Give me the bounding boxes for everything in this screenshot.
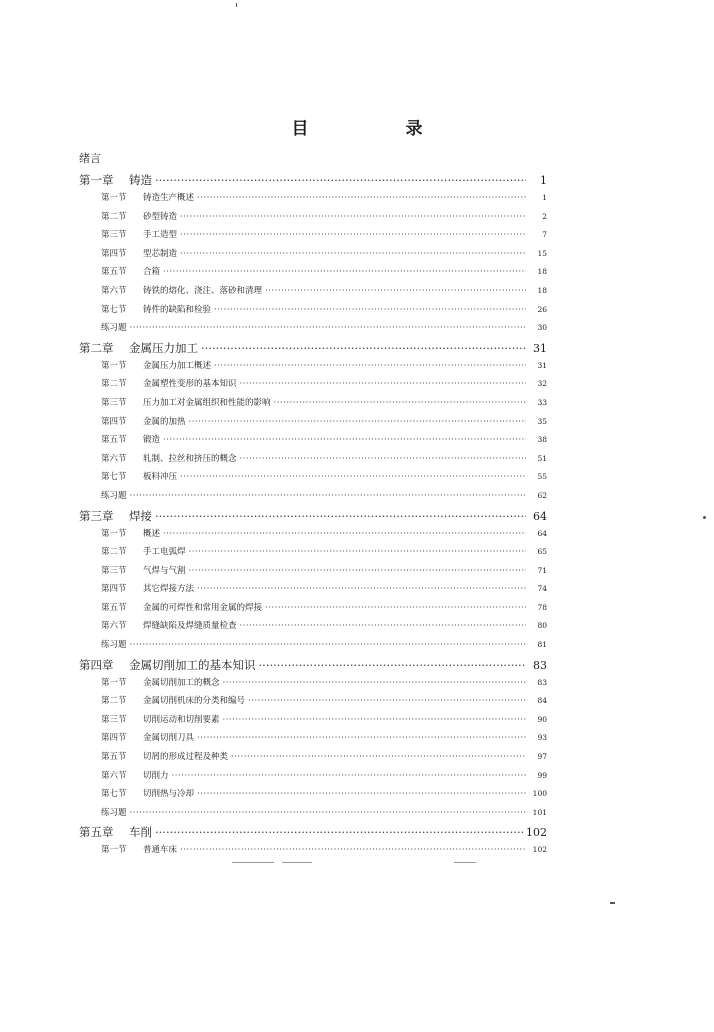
dot-leader [240,621,526,631]
toc-section-row [79,527,547,546]
section-number: 第一节 [101,193,127,203]
section-page-number: 30 [537,323,547,333]
section-title: 普通车床 [143,845,178,856]
section-title: 概述 [143,528,161,539]
toc-chapter-row [79,657,547,676]
section-page-number: 80 [537,621,547,631]
toc-section-row [79,470,547,489]
section-title: 压力加工对金属组织和性能的影响 [143,397,271,408]
toc-intro [79,150,547,172]
dot-leader [180,845,526,855]
section-title: 练习题 [101,323,127,334]
toc-section-row [79,265,547,284]
section-page-number: 15 [537,248,547,258]
dot-leader [240,454,526,464]
section-number: 第三节 [101,397,127,408]
dot-leader [180,249,526,259]
scan-line [232,862,274,863]
section-number: 第五节 [101,752,127,763]
section-title: 气焊与气割 [143,565,186,576]
dot-leader [197,584,526,594]
dot-leader [197,733,526,743]
chapter-page-number: 102 [526,826,547,840]
section-title: 铸件的缺陷和检验 [143,304,212,315]
toc-section-row [79,713,547,732]
dot-leader [274,398,526,408]
dot-leader [163,267,526,277]
section-number: 第四节 [101,248,127,259]
scan-line [282,862,312,863]
section-number: 第七节 [101,789,127,800]
dot-leader [214,361,526,371]
section-number: 第五节 [101,267,127,278]
toc-exercise-row [79,321,547,340]
toc-section-row [79,359,547,378]
section-page-number: 18 [537,285,547,295]
dot-leader [130,808,526,818]
section-number: 第七节 [101,304,127,315]
scan-speck [703,516,706,519]
section-title: 切削热与冷却 [143,789,195,800]
dot-leader [265,286,526,296]
chapter-title: 铸造 [129,173,152,187]
table-of-contents [79,150,547,862]
section-title: 砂型铸造 [143,211,178,222]
section-page-number: 99 [537,770,547,780]
section-page-number: 101 [532,807,547,817]
dot-leader [180,472,526,482]
dot-leader [259,658,527,672]
chapter-title: 金属切削加工的基本知识 [129,657,256,672]
dot-leader [163,435,526,445]
scan-line [454,862,476,863]
section-number: 第一节 [101,360,127,371]
section-title: 型芯制造 [143,248,178,259]
toc-section-row [79,415,547,434]
dot-leader [155,173,526,187]
dot-leader [189,566,526,576]
toc-section-row [79,787,547,806]
toc-section-row [79,601,547,620]
toc-chapter-row [79,508,547,527]
section-page-number: 1 [542,193,547,202]
section-number: 第六节 [101,770,127,781]
section-title: 其它焊接方法 [143,584,195,595]
toc-section-row [79,769,547,788]
section-title: 铸铁的熔化、浇注、落砂和清理 [143,285,263,296]
section-number: 第五节 [101,435,127,446]
chapter-number: 第四章 [79,657,114,672]
toc-exercise-row [79,806,547,825]
section-title: 金属压力加工概述 [143,360,212,371]
chapter-page-number: 83 [533,658,547,672]
toc-section-row [79,694,547,713]
dot-leader [231,752,526,762]
dot-leader [155,509,526,523]
dot-leader [223,678,526,688]
dot-leader [130,491,526,501]
section-page-number: 84 [537,696,547,706]
section-number: 第一节 [101,677,127,688]
section-number: 第五节 [101,602,127,613]
toc-section-row [79,545,547,564]
section-number: 第四节 [101,584,127,595]
toc-section-row [79,433,547,452]
toc-section-row [79,582,547,601]
toc-exercise-row [79,638,547,657]
section-number: 第三节 [101,230,127,241]
section-page-number: 55 [537,472,547,482]
dot-leader [163,529,526,539]
toc-section-row [79,452,547,471]
toc-section-row [79,676,547,695]
dot-leader [223,715,526,725]
toc-section-row [79,191,547,210]
section-number: 第一节 [101,528,127,539]
section-page-number: 71 [537,565,547,575]
section-title: 合箱 [143,267,161,278]
section-number: 第四节 [101,733,127,744]
section-title: 焊缝缺陷及焊缝质量检查 [143,621,237,632]
dot-leader [248,696,526,706]
dot-leader [172,771,526,781]
toc-section-row [79,377,547,396]
section-title: 金属切削加工的概念 [143,677,220,688]
page-title: 目 录 [291,119,463,139]
dot-leader [180,212,526,222]
section-title: 切削力 [143,770,169,781]
section-page-number: 7 [542,230,547,240]
chapter-title: 焊接 [129,508,152,523]
section-title: 练习题 [101,807,127,818]
section-page-number: 31 [537,360,547,370]
section-title: 锻造 [143,435,161,446]
toc-section-row [79,303,547,322]
section-title: 练习题 [101,490,127,501]
chapter-number: 第二章 [79,340,114,355]
toc-section-row [79,284,547,303]
section-page-number: 74 [537,584,547,594]
toc-exercise-row [79,489,547,508]
dot-leader [197,193,526,203]
section-number: 第二节 [101,379,127,390]
chapter-page-number: 1 [540,174,547,187]
section-title: 金属切削刀具 [143,733,195,744]
chapter-page-number: 31 [533,341,547,355]
dot-leader [189,417,526,427]
toc-chapter-row [79,340,547,359]
section-page-number: 97 [537,752,547,762]
section-page-number: 90 [537,714,547,724]
dot-leader [214,305,526,315]
section-number: 第二节 [101,547,127,558]
section-number: 第一节 [101,845,127,856]
toc-section-row [79,619,547,638]
section-page-number: 35 [537,416,547,426]
section-page-number: 32 [537,379,547,389]
section-page-number: 38 [537,435,547,445]
toc-section-row [79,731,547,750]
section-title: 金属塑性变形的基本知识 [143,379,237,390]
toc-section-row [79,564,547,583]
chapter-title: 金属压力加工 [129,340,198,355]
section-number: 第三节 [101,714,127,725]
section-title: 切屑的形成过程及种类 [143,752,229,763]
section-page-number: 78 [537,602,547,612]
section-page-number: 26 [537,304,547,314]
section-number: 第六节 [101,285,127,296]
section-title: 手工电弧焊 [143,547,186,558]
toc-chapter-row [79,824,547,843]
toc-chapter-row [79,172,547,191]
section-title: 轧制、拉丝和挤压的概念 [143,453,237,464]
section-page-number: 65 [537,547,547,557]
section-page-number: 62 [537,490,547,500]
toc-section-row [79,228,547,247]
section-number: 第六节 [101,621,127,632]
section-title: 切削运动和切削要素 [143,714,220,725]
dot-leader [155,825,523,839]
chapter-number: 第三章 [79,508,114,523]
dot-leader [265,603,526,613]
toc-section-row [79,247,547,266]
dot-leader [130,323,526,333]
section-title: 铸造生产概述 [143,193,195,203]
section-title: 板料冲压 [143,472,178,483]
section-title: 金属切削机床的分类和编号 [143,696,246,707]
section-title: 手工造型 [143,230,178,241]
section-page-number: 100 [532,789,547,799]
section-number: 第六节 [101,453,127,464]
dot-leader [240,379,526,389]
section-number: 第四节 [101,416,127,427]
chapter-title: 车削 [129,825,152,840]
section-title: 金属的可焊性和常用金属的焊接 [143,602,263,613]
dot-leader [201,341,526,355]
toc-section-row [79,396,547,415]
section-page-number: 93 [537,733,547,743]
toc-section-row [79,750,547,769]
section-number: 第二节 [101,211,127,222]
scan-speck [610,902,615,904]
dot-leader [130,640,526,650]
section-page-number: 18 [537,267,547,277]
section-title: 金属的加热 [143,416,186,427]
chapter-number: 第一章 [79,173,114,187]
section-page-number: 33 [537,397,547,407]
dot-leader [197,789,526,799]
toc-section-row [79,843,547,862]
dot-leader [180,230,526,240]
section-page-number: 81 [537,640,547,650]
scan-speck [236,3,237,7]
section-title: 练习题 [101,640,127,651]
section-number: 第三节 [101,565,127,576]
section-page-number: 64 [537,528,547,538]
section-page-number: 83 [537,677,547,687]
section-number: 第七节 [101,472,127,483]
section-page-number: 51 [537,453,547,463]
section-number: 第二节 [101,696,127,707]
toc-section-row [79,210,547,229]
dot-leader [189,547,526,557]
toc-intro-label: 绪言 [79,152,101,165]
section-page-number: 102 [532,845,547,855]
section-page-number: 2 [542,211,547,221]
chapter-page-number: 64 [533,509,547,523]
chapter-number: 第五章 [79,825,114,840]
